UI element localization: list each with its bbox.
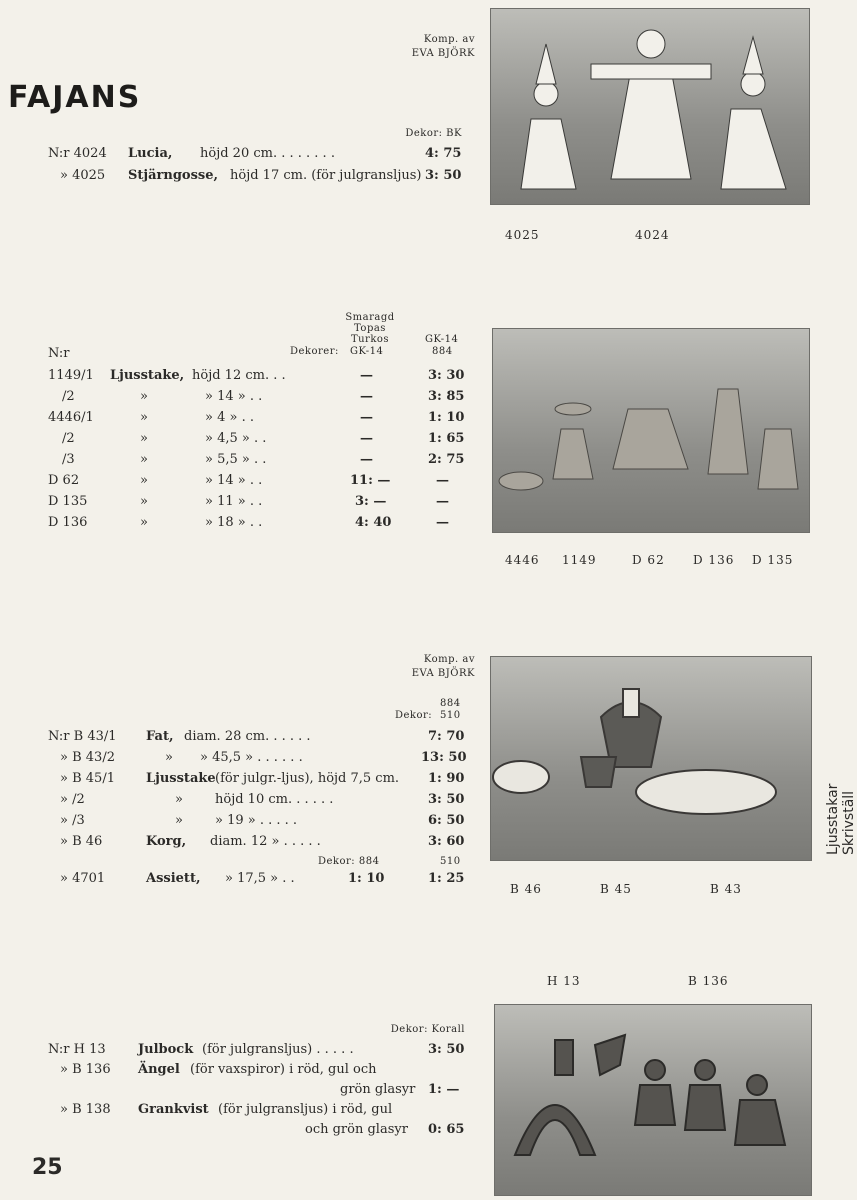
photo-caption: B 136 <box>688 974 729 988</box>
candlesticks-illustration <box>493 329 809 532</box>
photo-caption: D 62 <box>632 553 665 567</box>
item-name: Assiett, <box>146 871 201 886</box>
item-number: » 4701 <box>60 871 106 886</box>
dekor-code: GK-14 <box>350 346 384 357</box>
dekor-name: Turkos <box>350 334 390 345</box>
price-col2: 3: 85 <box>428 389 465 404</box>
price-col2: — <box>436 473 449 488</box>
photo-lucia-figurines <box>490 8 810 205</box>
item-name: Stjärngosse, <box>128 168 219 183</box>
credit-line-1: Komp. av <box>423 34 475 45</box>
item-price: 3: 50 <box>428 1042 465 1057</box>
credit-line-2: EVA BJÖRK <box>411 48 475 59</box>
item-number: » B 45/1 <box>60 771 115 786</box>
item-number: » B 46 <box>60 834 103 849</box>
photo-basket-plate <box>490 656 812 861</box>
item-price: 6: 50 <box>428 813 465 828</box>
basket-plate-illustration <box>491 657 811 860</box>
item-desc: » 19 » . . . . . <box>215 813 298 828</box>
item-price: 0: 65 <box>428 1122 465 1137</box>
price-col2: 1: 25 <box>428 871 465 886</box>
item-desc: » 11 » . . <box>205 494 263 509</box>
item-number: » /3 <box>60 813 85 828</box>
price-col1: — <box>360 389 373 404</box>
item-number: » B 136 <box>60 1062 111 1077</box>
product-row-4024 <box>48 146 107 161</box>
item-name: » <box>140 452 148 467</box>
item-desc: (för julgr.-ljus), höjd 7,5 cm. <box>215 771 400 786</box>
item-desc: (för julgransljus) . . . . . <box>202 1042 354 1057</box>
dekor-code: 884 <box>440 698 461 709</box>
dekor-name: Topas <box>354 323 386 334</box>
item-number: N:r H 13 <box>48 1042 106 1057</box>
photo-caption: B 45 <box>600 882 632 896</box>
price-col1: — <box>360 368 373 383</box>
item-desc: » 5,5 » . . <box>205 452 267 467</box>
item-name: Lucia, <box>128 146 173 161</box>
item-name: » <box>175 792 183 807</box>
item-desc: » 17,5 » . . <box>225 871 295 886</box>
item-name: Fat, <box>146 729 174 744</box>
item-number: 1149/1 <box>48 368 94 383</box>
price-col1: 4: 40 <box>355 515 392 530</box>
item-number: D 62 <box>48 473 80 488</box>
item-price: 1: — <box>428 1082 460 1097</box>
tab-label: Ljusstakar <box>825 783 841 855</box>
photo-candlesticks <box>492 328 810 533</box>
price-col1: 1: 10 <box>348 871 385 886</box>
item-number: N:r 4024 <box>48 146 107 161</box>
julbock-angels-illustration <box>495 1005 811 1195</box>
price-col2: 2: 75 <box>428 452 465 467</box>
item-desc: (för vaxspiror) i röd, gul och <box>190 1062 377 1077</box>
item-desc: höjd 12 cm. . . <box>192 368 286 383</box>
item-price: 3: 60 <box>428 834 465 849</box>
item-number: » B 43/2 <box>60 750 115 765</box>
item-desc: höjd 20 cm. . . . . . . . <box>200 146 335 161</box>
item-name: Julbock <box>138 1042 194 1057</box>
photo-julbock-angels <box>494 1004 812 1196</box>
photo-caption: 4025 <box>505 228 540 242</box>
price-col1: 11: — <box>350 473 391 488</box>
item-name: Grankvist <box>138 1102 209 1117</box>
item-number: D 136 <box>48 515 88 530</box>
item-price: 3: 50 <box>425 168 462 183</box>
item-number: 4446/1 <box>48 410 94 425</box>
item-number: » /2 <box>60 792 85 807</box>
item-desc: (för julgransljus) i röd, gul <box>218 1102 393 1117</box>
credit-line-2: EVA BJÖRK <box>411 668 475 679</box>
item-name: » <box>175 813 183 828</box>
item-price: 13: 50 <box>421 750 467 765</box>
dekor-label: Dekor: BK <box>405 128 462 139</box>
item-desc-cont: grön glasyr <box>340 1082 416 1097</box>
photo-caption: D 135 <box>752 553 794 567</box>
price-col2: — <box>436 494 449 509</box>
item-number: /3 <box>62 452 75 467</box>
price-col2: — <box>436 515 449 530</box>
item-name: » <box>140 389 148 404</box>
item-name: » <box>140 473 148 488</box>
item-price: 1: 90 <box>428 771 465 786</box>
price-col2: 1: 65 <box>428 431 465 446</box>
dekorer-label: Dekorer: <box>290 346 339 357</box>
price-col1: — <box>360 410 373 425</box>
dekor-label: Dekor: Korall <box>390 1024 465 1035</box>
price-col1: 3: — <box>355 494 387 509</box>
section-tab <box>815 720 857 860</box>
photo-caption: 4446 <box>505 553 540 567</box>
item-name: » <box>165 750 173 765</box>
item-name: Ljusstake <box>146 771 216 786</box>
item-desc: » 4 » . . <box>205 410 254 425</box>
dekor-label: Dekor: <box>395 710 433 721</box>
photo-caption: B 43 <box>710 882 742 896</box>
figurines-illustration <box>491 9 809 204</box>
item-number: » B 138 <box>60 1102 111 1117</box>
price-col1: — <box>360 452 373 467</box>
item-desc: » 14 » . . <box>205 389 263 404</box>
item-name: » <box>140 410 148 425</box>
item-desc: diam. 12 » . . . . . <box>210 834 321 849</box>
item-price: 4: 75 <box>425 146 462 161</box>
item-number: N:r B 43/1 <box>48 729 117 744</box>
photo-caption: 1149 <box>562 553 597 567</box>
dekor-name: Smaragd <box>345 312 395 323</box>
price-col1: — <box>360 431 373 446</box>
item-name: » <box>140 515 148 530</box>
item-number: /2 <box>62 389 75 404</box>
item-desc: diam. 28 cm. . . . . . <box>184 729 311 744</box>
dekor-label: Dekor: 884 <box>318 856 380 867</box>
dekor-code: 510 <box>440 710 461 721</box>
item-desc: höjd 17 cm. (för julgransljus) <box>230 168 422 183</box>
item-desc: » 14 » . . <box>205 473 263 488</box>
dekor-code: 884 <box>432 346 453 357</box>
item-desc: » 45,5 » . . . . . . <box>200 750 303 765</box>
item-number: /2 <box>62 431 75 446</box>
photo-caption: 4024 <box>635 228 670 242</box>
item-name: Ängel <box>138 1062 180 1077</box>
page-heading: FAJANS <box>8 80 142 115</box>
tab-label: Skrivställ <box>841 790 857 855</box>
item-price: 3: 50 <box>428 792 465 807</box>
item-name: » <box>140 494 148 509</box>
price-col2: 3: 30 <box>428 368 465 383</box>
item-desc-cont: och grön glasyr <box>305 1122 408 1137</box>
dekor-code: 510 <box>440 856 461 867</box>
credit-line-1: Komp. av <box>423 654 475 665</box>
item-number: » 4025 <box>60 168 106 183</box>
item-name: Korg, <box>146 834 187 849</box>
page-number: 25 <box>32 1155 63 1180</box>
item-desc: höjd 10 cm. . . . . . <box>215 792 334 807</box>
item-desc: » 18 » . . <box>205 515 263 530</box>
photo-caption: B 46 <box>510 882 542 896</box>
dekor-code: GK-14 <box>425 334 459 345</box>
item-desc: » 4,5 » . . <box>205 431 267 446</box>
item-name: Ljusstake, <box>110 368 185 383</box>
item-number: D 135 <box>48 494 88 509</box>
price-col2: 1: 10 <box>428 410 465 425</box>
item-name: » <box>140 431 148 446</box>
photo-caption: D 136 <box>693 553 735 567</box>
item-price: 7: 70 <box>428 729 465 744</box>
nr-label: N:r <box>48 346 70 361</box>
photo-caption: H 13 <box>547 974 581 988</box>
